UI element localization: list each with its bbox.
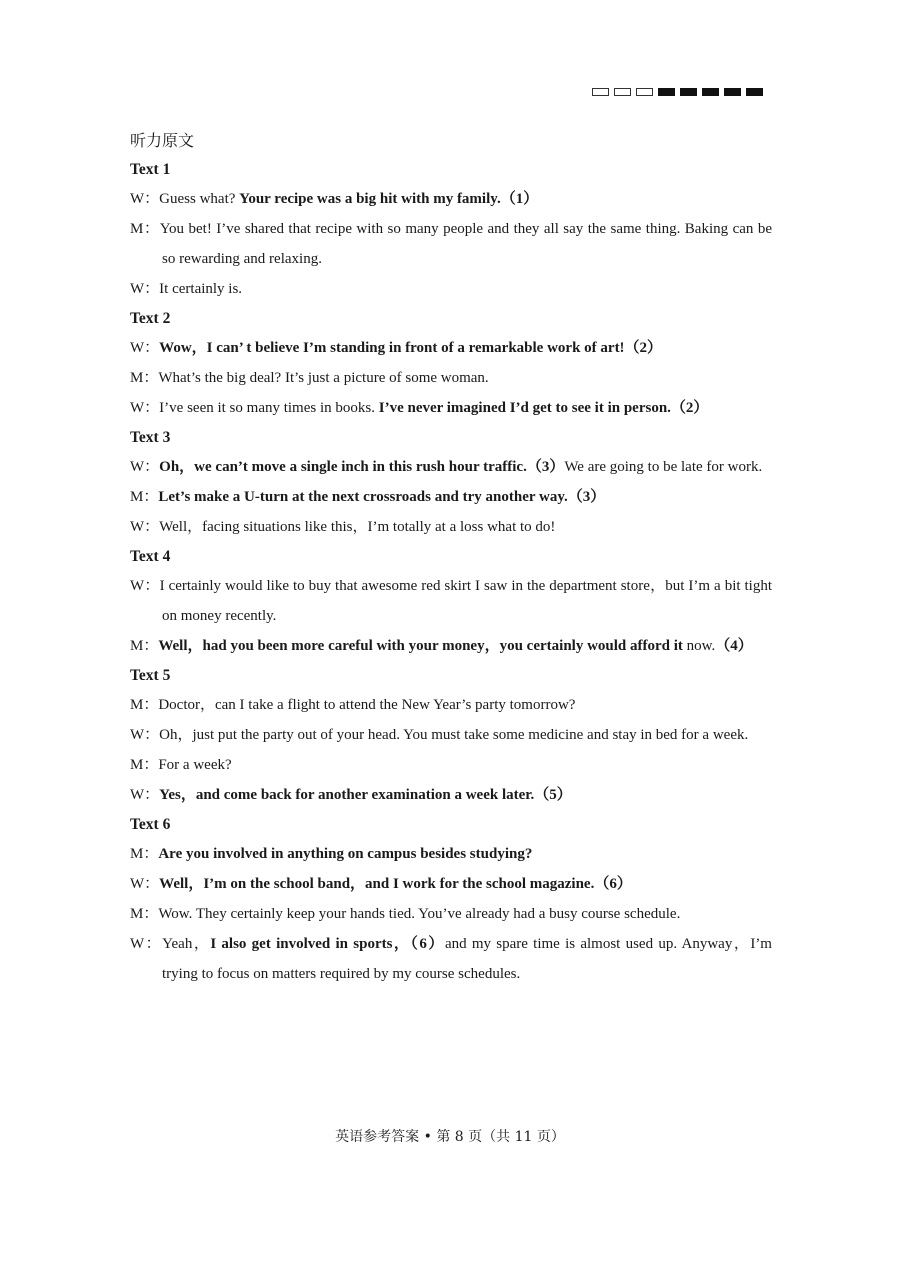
key-sentence: Let’s make a U-turn at the next crossroads and try another way.（3） [158, 489, 606, 505]
dialogue-text: and my spare time is almost used up. Anyway，I’m trying to focus on matters required by my course schedules. [162, 936, 772, 982]
header-marks [592, 88, 763, 96]
dialogue-text: Oh，just put the party out of your head. You must take some medicine and stay in bed for a week. [159, 727, 749, 743]
dialogue-line [130, 363, 772, 393]
header-mark-full [724, 88, 741, 96]
dialogue-line [130, 571, 772, 631]
dialogue-line [130, 214, 772, 274]
speaker-label: M： [130, 370, 159, 386]
speaker-label: W： [130, 459, 160, 475]
speaker-label: W： [130, 876, 160, 892]
dialogue-line [130, 631, 772, 661]
speaker-label: M： [130, 846, 159, 862]
header-mark-full [680, 88, 697, 96]
page-footer: 英语参考答案 • 第 8 页（共 11 页） [335, 1129, 565, 1145]
speaker-label: M： [130, 638, 159, 654]
key-sentence: Well，I’m on the school band，and I work for the school magazine.（6） [159, 876, 632, 892]
dialogue-text: now. [686, 638, 716, 654]
header-mark-empty [636, 88, 653, 96]
section-label: Text 6 [130, 816, 171, 833]
dialogue-line [130, 690, 772, 720]
dialogue-line [130, 899, 772, 929]
dialogue-line [130, 274, 772, 304]
dialogue-text: Guess what? [159, 191, 240, 207]
header-mark-empty [614, 88, 631, 96]
speaker-label: M： [130, 906, 159, 922]
key-sentence: Wow，I can’ t believe I’m standing in front of a remarkable work of art!（2） [159, 340, 663, 356]
speaker-label: W： [130, 400, 160, 416]
speaker-label: W： [130, 787, 160, 803]
dialogue-text: You bet! I’ve shared that recipe with so many people and they all say the same thing. Baking can be so rewarding and relaxing. [159, 221, 772, 267]
dialogue-line [130, 184, 772, 214]
section-label: Text 1 [130, 161, 171, 178]
speaker-label: W： [130, 281, 160, 297]
speaker-label: M： [130, 489, 159, 505]
section-label: Text 5 [130, 667, 171, 684]
speaker-label: W： [130, 191, 160, 207]
dialogue-line [130, 333, 772, 363]
speaker-label: W： [130, 340, 160, 356]
page-title: 听力原文 [130, 131, 195, 150]
key-sentence: Well，had you been more careful with your money，you certainly would afford it [158, 638, 687, 654]
dialogue-line [130, 750, 772, 780]
speaker-label: W： [130, 578, 160, 594]
key-sentence: Are you involved in anything on campus besides studying? [158, 846, 533, 862]
dialogue-line [130, 720, 772, 750]
dialogue-text: Well，facing situations like this，I’m totally at a loss what to do! [159, 519, 556, 535]
dialogue-text: I certainly would like to buy that awesome red skirt I saw in the department store，but I’m a bit tight on money recently. [159, 578, 772, 624]
dialogue-text: Wow. They certainly keep your hands tied. You’ve already had a busy course schedule. [158, 906, 681, 922]
header-mark-empty [592, 88, 609, 96]
key-sentence: （4） [715, 638, 753, 654]
dialogue-text: It certainly is. [159, 281, 243, 297]
section-label: Text 3 [130, 429, 171, 446]
dialogue-line [130, 839, 772, 869]
key-sentence: I’ve never imagined I’d get to see it in person.（2） [378, 400, 709, 416]
speaker-label: M： [130, 757, 159, 773]
key-sentence: Yes，and come back for another examination a week later.（5） [159, 787, 572, 803]
sections-container [130, 155, 772, 989]
dialogue-text: Yeah， [162, 936, 211, 952]
speaker-label: W： [130, 519, 160, 535]
transcript [130, 126, 772, 989]
dialogue-text: For a week? [158, 757, 232, 773]
dialogue-line [130, 869, 772, 899]
dialogue-line [130, 393, 772, 423]
dialogue-line [130, 512, 772, 542]
speaker-label: M： [130, 697, 159, 713]
header-mark-full [702, 88, 719, 96]
dialogue-text: We are going to be late for work. [564, 459, 763, 475]
section-label: Text 2 [130, 310, 171, 327]
key-sentence: I also get involved in sports，（6） [210, 936, 445, 952]
dialogue-line [130, 780, 772, 810]
speaker-label: W： [130, 727, 160, 743]
speaker-label: M： [130, 221, 160, 237]
header-mark-full [658, 88, 675, 96]
dialogue-line [130, 929, 772, 989]
key-sentence: Oh，we can’t move a single inch in this rush hour traffic.（3） [159, 459, 565, 475]
dialogue-text: What’s the big deal? It’s just a picture of some woman. [158, 370, 489, 386]
dialogue-text: Doctor，can I take a flight to attend the New Year’s party tomorrow? [158, 697, 576, 713]
key-sentence: Your recipe was a big hit with my family.（1） [239, 191, 539, 207]
dialogue-line [130, 482, 772, 512]
section-label: Text 4 [130, 548, 171, 565]
speaker-label: W： [130, 936, 163, 952]
dialogue-line [130, 452, 772, 482]
header-mark-full [746, 88, 763, 96]
dialogue-text: I’ve seen it so many times in books. [159, 400, 379, 416]
